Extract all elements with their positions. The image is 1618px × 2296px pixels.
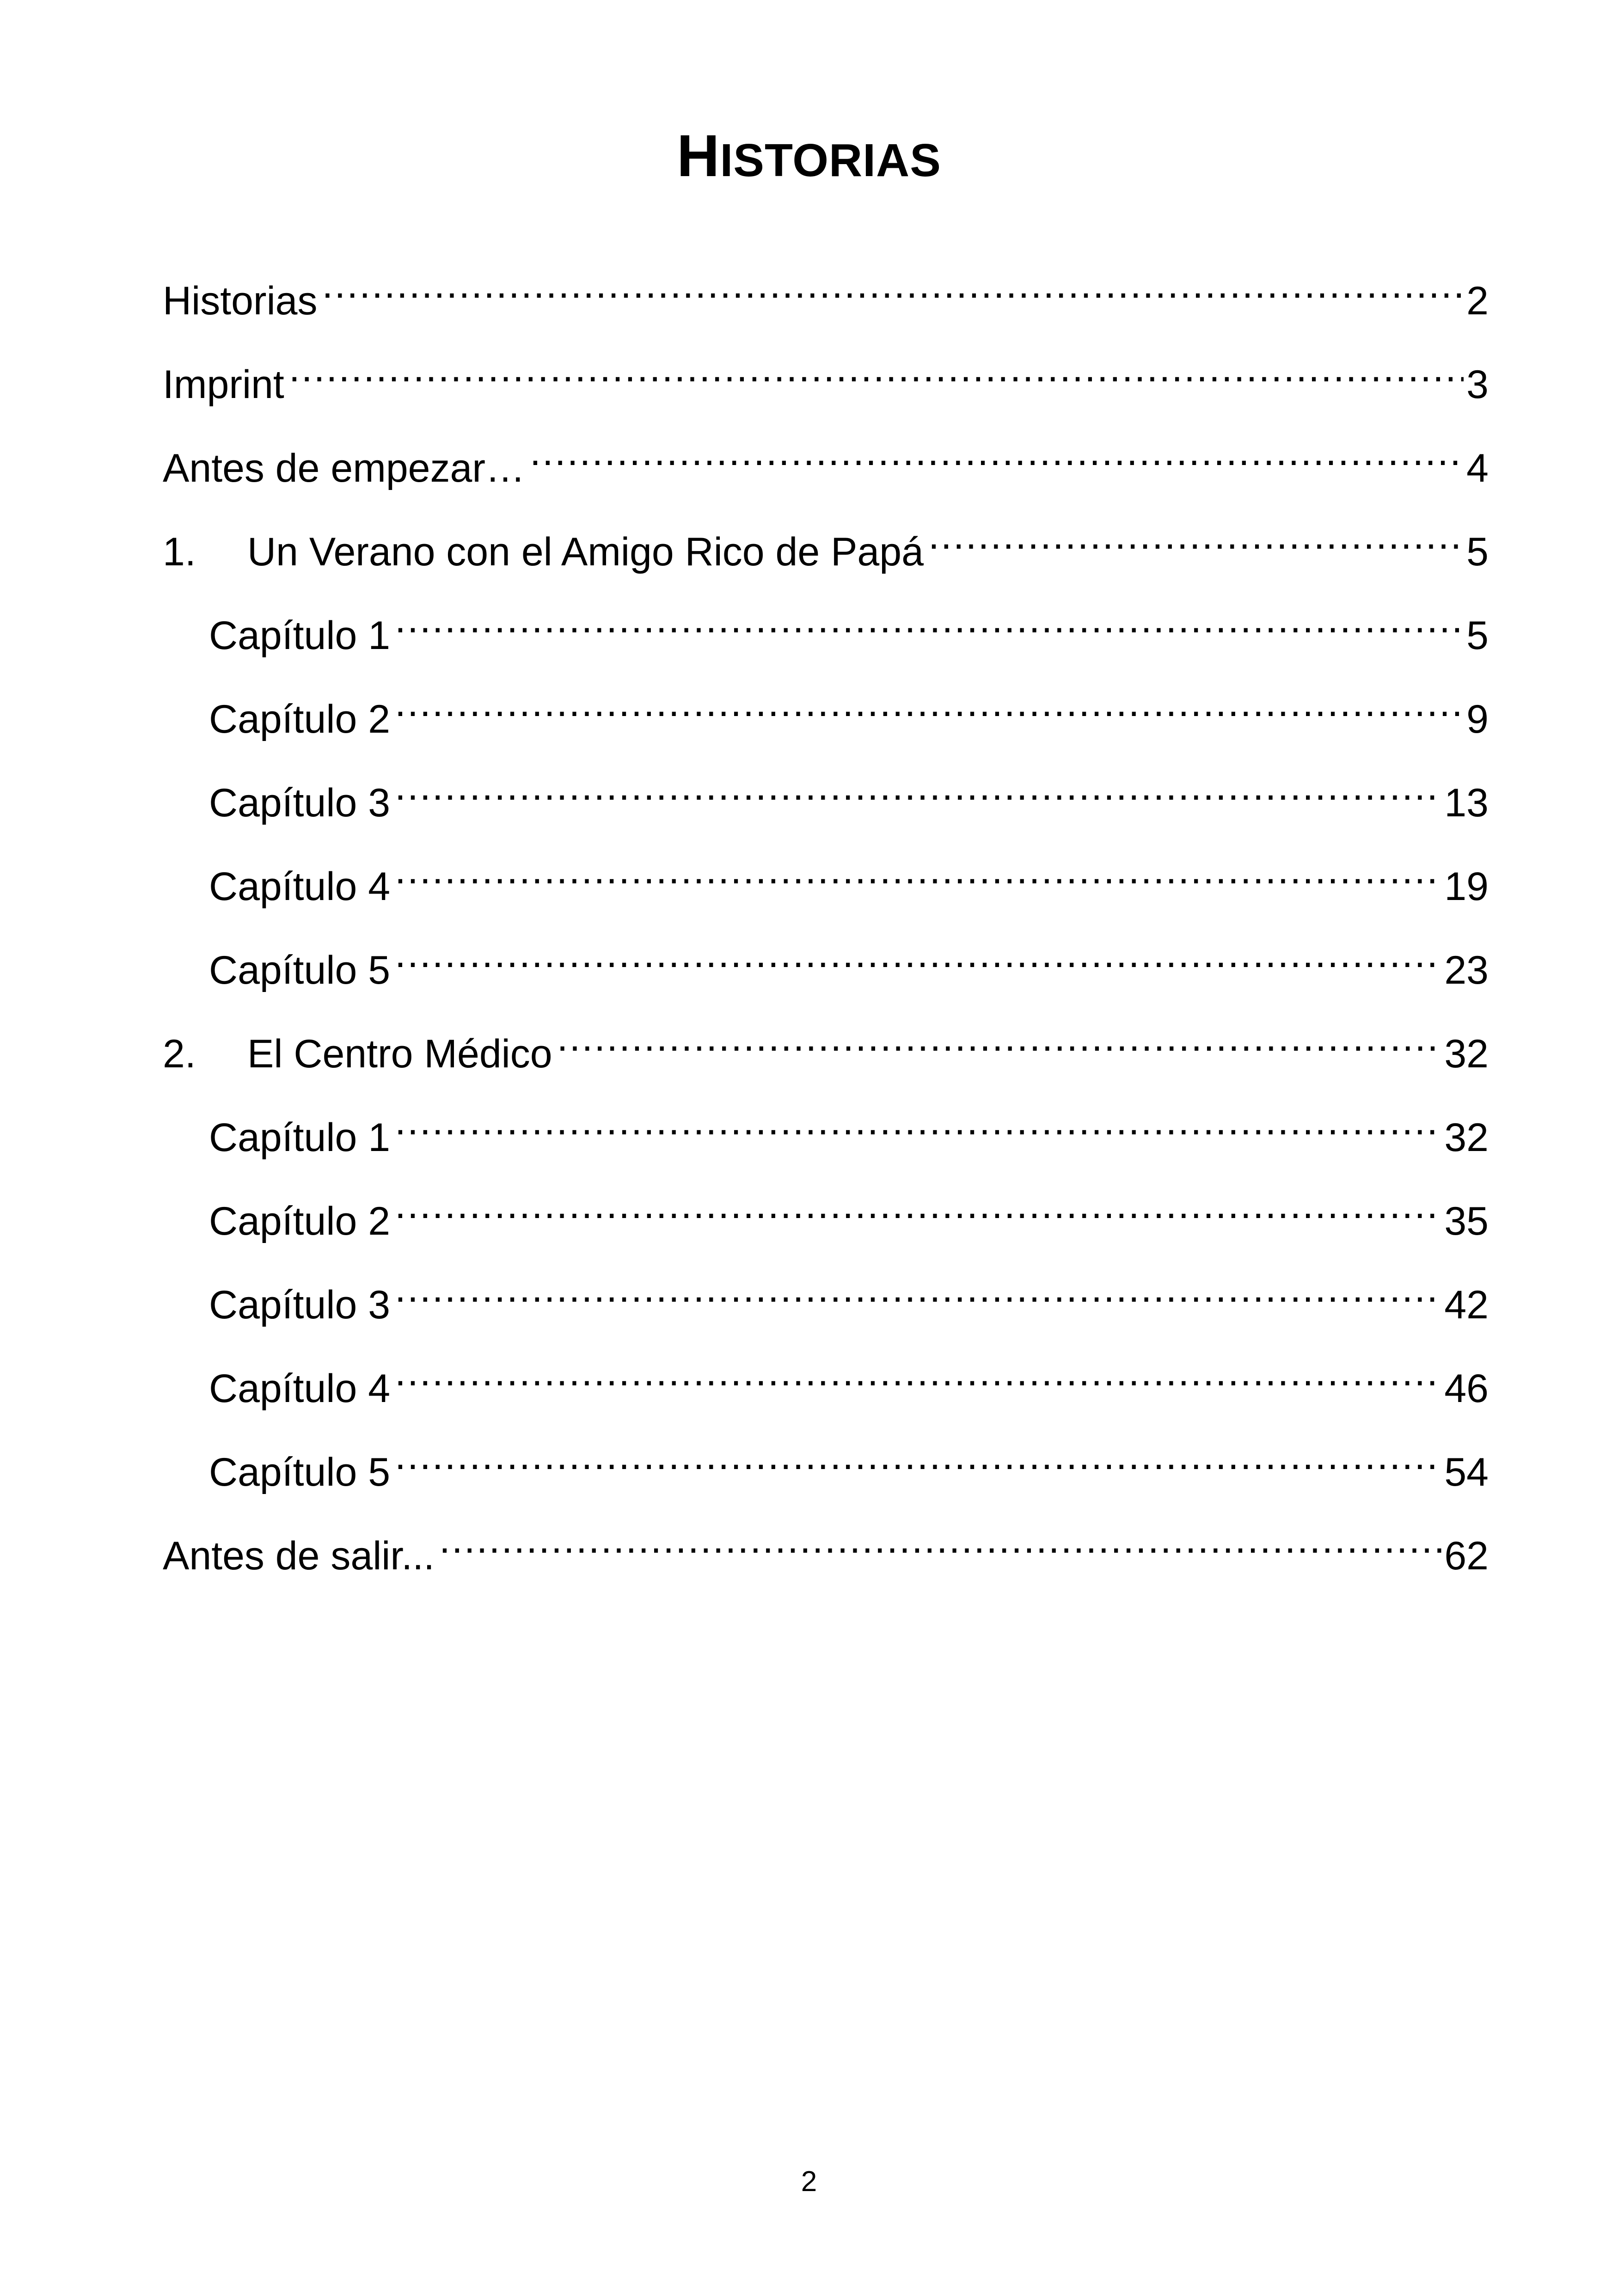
toc-entry[interactable] [163,1337,1489,1421]
toc-entry-label: Capítulo 4 [209,1366,391,1411]
toc-entry[interactable] [163,668,1489,752]
toc-leader-dots [530,417,1464,482]
toc-entry-number: 1. [163,530,196,574]
toc-entry[interactable] [163,1003,1489,1086]
toc-entry[interactable] [163,1086,1489,1170]
toc-leader-dots [395,584,1464,649]
title-initial: H [677,123,720,189]
toc-entry-page: 42 [1444,1283,1489,1327]
toc-entry-page: 35 [1444,1199,1489,1243]
toc-entry-page: 32 [1444,1032,1489,1076]
toc-entry-page: 2 [1466,279,1489,323]
toc-leader-dots [322,250,1464,314]
toc-leader-dots [395,1254,1441,1318]
toc-entry-label: Capítulo 2 [209,1199,391,1243]
document-title [0,119,1618,197]
toc-leader-dots [395,835,1441,900]
toc-entry-label: El Centro Médico [247,1032,552,1076]
table-of-contents [163,250,1489,1588]
toc-entry-page: 9 [1466,697,1489,741]
toc-entry-label: Historias [163,279,318,323]
toc-leader-dots [395,752,1441,816]
toc-entry[interactable] [163,1505,1489,1588]
toc-entry-page: 23 [1444,948,1489,992]
toc-entry-page: 19 [1444,864,1489,909]
toc-leader-dots [395,1337,1441,1402]
toc-leader-dots [395,668,1464,733]
toc-entry-page: 5 [1466,530,1489,574]
toc-entry[interactable] [163,835,1489,919]
toc-entry-label: Capítulo 5 [209,948,391,992]
toc-entry-label: Capítulo 3 [209,1283,391,1327]
toc-entry[interactable] [163,417,1489,501]
toc-entry[interactable] [163,1170,1489,1254]
toc-entry-page: 13 [1444,781,1489,825]
toc-leader-dots [395,919,1441,984]
page-number: 2 [801,2166,817,2198]
toc-entry-number: 2. [163,1032,196,1076]
toc-entry-label: Capítulo 1 [209,613,391,658]
toc-leader-dots [289,333,1464,398]
toc-leader-dots [557,1003,1442,1067]
toc-entry-page: 32 [1444,1115,1489,1160]
toc-entry-label: Capítulo 5 [209,1450,391,1494]
toc-entry-page: 3 [1466,362,1489,407]
toc-leader-dots [439,1505,1441,1569]
toc-entry[interactable] [163,584,1489,668]
toc-entry-label: Capítulo 4 [209,864,391,909]
toc-leader-dots [395,1170,1441,1235]
toc-entry[interactable] [163,501,1489,584]
toc-entry[interactable] [163,250,1489,333]
toc-entry-label: Imprint [163,362,284,407]
toc-leader-dots [928,501,1464,565]
toc-leader-dots [395,1086,1441,1151]
toc-entry-page: 62 [1444,1534,1489,1578]
toc-entry-page: 5 [1466,613,1489,658]
title-rest: ISTORIAS [720,135,941,186]
toc-entry[interactable] [163,1254,1489,1337]
toc-leader-dots [395,1421,1441,1486]
toc-entry-label: Antes de empezar… [163,446,525,490]
toc-entry-page: 54 [1444,1450,1489,1494]
toc-entry[interactable] [163,752,1489,835]
toc-entry-page: 46 [1444,1366,1489,1411]
toc-entry-label: Capítulo 1 [209,1115,391,1160]
toc-entry[interactable] [163,919,1489,1003]
toc-entry-label: Un Verano con el Amigo Rico de Papá [247,530,924,574]
toc-entry-label: Antes de salir... [163,1534,435,1578]
toc-entry-label: Capítulo 3 [209,781,391,825]
toc-entry-label: Capítulo 2 [209,697,391,741]
toc-entry[interactable] [163,1421,1489,1505]
toc-entry-page: 4 [1466,446,1489,490]
toc-entry[interactable] [163,333,1489,417]
